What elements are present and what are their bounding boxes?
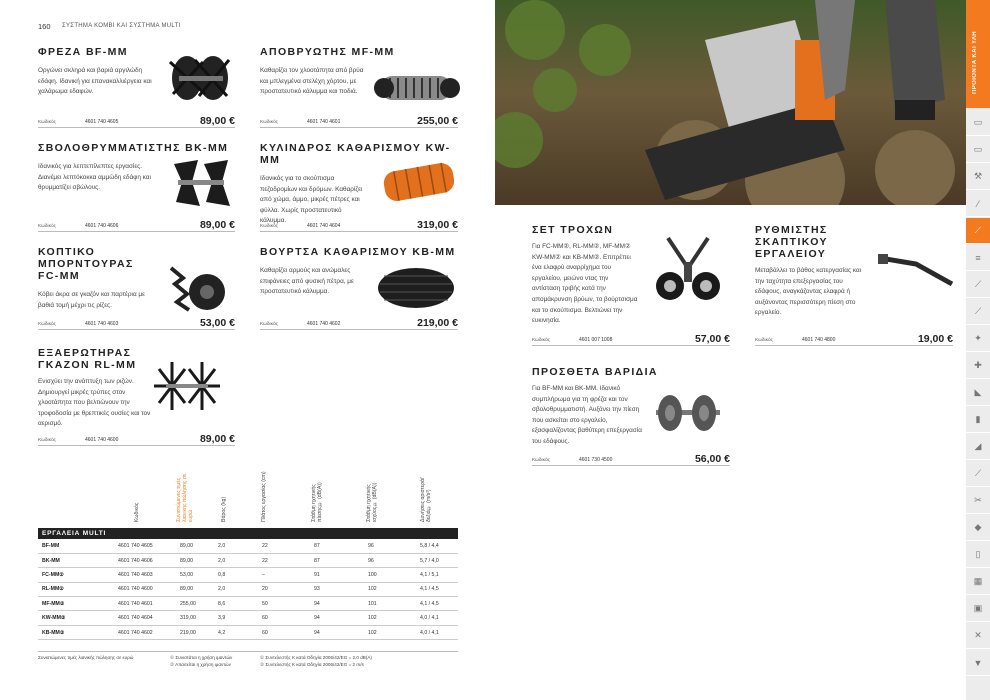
product-title: ΒΟΥΡΤΣΑ ΚΑΘΑΡΙΣΜΟΥ KB-MM [260,246,456,258]
sweeper-roller-image [378,155,460,209]
code-label: Κωδικός [38,438,56,443]
calculator-icon[interactable]: ▦ [966,569,990,595]
product-price: 255,00 € [417,115,458,127]
page-header: ΣΥΣΤΗΜΑ ΚΟΜΒΙ ΚΑΙ ΣΥΣΤΗΜΑ MULTI [62,23,181,29]
product-description: Καθαρίζει τον χλοοτάπητα από βρύα και μπλεγμένα στελέχη χόρτου, με προστατευτικό κάλυμμα και ποδιά. [260,67,364,96]
product-footer [38,434,235,446]
product-price: 319,00 € [417,219,458,231]
product-footer [260,220,458,232]
case-icon[interactable]: ▣ [966,596,990,622]
table-row: BF-MM 4601 740 4605 89,00 2,0 22 87 96 5,8 / 4,4 [38,539,458,553]
product-title: ΣΒΟΛΟΘΡΥΜΜΑΤΙΣΤΗΣ BK-MM [38,142,229,154]
col-header-width: Πλάτος εργασίας (cm) [261,471,267,522]
product-price: 89,00 € [199,433,235,445]
product-description: Ιδανικός για λεπτεπίλεπτες εργασίες. Διανέμει λεπτόκοκκα αμμώδη εδάφη και θρυμματίζει σβώλους. [38,163,151,192]
sidebar-label: ΠΡΟΙΟΝΤΑ ΚΑΙ ΥΛΗ [972,31,978,94]
code-label: Κωδικός [38,224,56,229]
sprayer-icon[interactable]: ✚ [966,353,990,379]
footnote-2: ② Απαιτείται η χρήση ιμαντών [170,662,231,667]
product-code: 4601 740 4601 [307,119,341,125]
product-footer [260,116,458,128]
product-footer [755,334,953,346]
spec-table [38,528,458,640]
product-price: 57,00 € [694,333,730,345]
product-title: ΣΕΤ ΤΡΟΧΩΝ [532,224,614,236]
col-header-sound-pressure: Στάθμη ηχητικής πίεσης① (dB(A)) [311,482,323,522]
vacuum-icon[interactable]: ▮ [966,407,990,433]
product-title: ΚΥΛΙΝΔΡΟΣ ΚΑΘΑΡΙΣΜΟΥ KW-MM [260,142,451,166]
product-code: 4601 740 4603 [85,321,119,327]
product-footer [532,454,730,466]
brush-image [374,262,458,314]
product-description: Ιδανικός για το σκούπισμα πεζοδρομίων και δρόμων. Καθαρίζει από χώμα, άμμο, μικρές πέτρες και φύλλα. Χωρίς προστατευτικό κάλυμμα. [260,175,363,225]
product-description: Οργώνει σκληρά και βαριά αργιλώδη εδάφη. Ιδανική για επανακαλλιέργεια και χαλάρωμα εδαφών. [38,67,152,96]
trimmer-line-icon[interactable]: ✂ [966,488,990,514]
depth-stop-image [876,250,956,290]
pressure-washer-icon[interactable]: ◢ [966,434,990,460]
product-title: ΡΥΘΜΙΣΤΗΣ ΣΚΑΠΤΙΚΟΥ ΕΡΓΑΛΕΙΟΥ [755,224,828,260]
table-row: RL-MM② 4601 740 4600 89,00 2,0 20 93 102 4,1 / 4,5 [38,582,458,596]
product-price: 56,00 € [694,453,730,465]
code-label: Κωδικός [755,338,773,343]
multi-tool-icon[interactable]: ⟋ [966,218,990,244]
col-header-vibration: Δονήσεις αριστερά/δεξιά① (m/s²) [420,477,432,522]
table-row: KB-MM② 4601 740 4602 219,00 4,2 60 94 102 4,0 / 4,1 [38,625,458,639]
aerator-image [152,358,224,414]
lawnmower-icon[interactable]: ⟋ [966,299,990,325]
product-code: 4601 740 4606 [85,223,119,229]
hero-photo [495,0,966,205]
sweeper-icon[interactable]: ⟋ [966,461,990,487]
footnote-price: Συνιστώμενες τιμές λιανικής πώλησης σε ευρώ [38,655,134,660]
sidebar-section-tab[interactable] [966,0,990,108]
code-label: Κωδικός [38,322,56,327]
saw-icon[interactable]: ◆ [966,515,990,541]
table-row: FC-MM② 4601 740 4603 53,00 0,8 – 91 100 4,1 / 5,1 [38,568,458,582]
code-label: Κωδικός [260,322,278,327]
product-code: 4601 740 4604 [307,223,341,229]
product-footer [38,318,235,330]
code-label: Κωδικός [260,224,278,229]
pole-pruner-icon[interactable]: ⁄ [966,191,990,217]
product-price: 19,00 € [917,333,953,345]
table-row: BK-MM 4601 740 4606 89,00 2,0 22 87 96 5,7 / 4,0 [38,553,458,567]
product-description: Καθαρίζει αρμούς και ανώμαλες επιφάνειες από φυσική πέτρα, με προστατευτικό κάλυμμα. [260,267,354,296]
product-price: 53,00 € [199,317,235,329]
product-footer [38,220,235,232]
product-footer [532,334,730,346]
cutter-icon[interactable]: ▯ [966,542,990,568]
page-number: 160 [38,22,51,31]
tools-icon[interactable]: ✕ [966,623,990,649]
col-header-code: Κωδικός [134,502,140,522]
shirt-icon[interactable]: ▼ [966,650,990,676]
product-code: 4601 740 4600 [85,437,119,443]
table-title: ΕΡΓΑΛΕΙΑ MULTI [38,528,458,539]
code-label: Κωδικός [260,120,278,125]
blower-icon[interactable]: ◣ [966,380,990,406]
battery-icon[interactable]: ▭ [966,137,990,163]
product-title: ΕΞΑΕΡΩΤΗΡΑΣ ΓΚΑΖΟΝ RL-MM [38,347,137,371]
footnote-divider [38,651,458,652]
hedge-trimmer-icon[interactable]: ≡ [966,245,990,271]
table-row: KW-MM② 4601 740 4604 319,00 3,9 60 94 102 4,0 / 4,1 [38,611,458,625]
wheel-kit-image [648,228,728,306]
sidebar [966,0,990,700]
code-label: Κωδικός [532,458,550,463]
crumbler-image [168,156,234,210]
product-footer [260,318,458,330]
product-footer [38,116,235,128]
product-price: 89,00 € [199,115,235,127]
footnote-1: ① Συνιστάται η χρήση ιμαντών [170,655,233,660]
product-code: 4601 007 1008 [579,337,613,343]
product-code: 4601 740 4602 [307,321,341,327]
table-row: MF-MM② 4601 740 4601 255,00 8,6 50 94 101 4,1 / 4,5 [38,597,458,611]
product-code: 4601 740 4800 [802,337,836,343]
product-price: 219,00 € [417,317,458,329]
battery-icon[interactable]: ▭ [966,110,990,136]
footnote-3: ① Συντελεστής K κατά Οδηγία 2006/42/EG = 2,0 dB(A) [260,655,372,660]
product-description: Για FC-MM②, RL-MM②, MF-MM② KW-MM② και KB-MM②. Επιτρέπει ένα ελαφρύ αναρρίχημα του εργαλείου, μειώνο ντας την αντίσταση τριβής κατά την απομάκρυνση βρύων, το βούρτσισμα και το σκούπισμα. Βελτιώνει την ευκινησία. [532,243,638,325]
product-title: ΑΠΟΒΡΥΩΤΗΣ MF-MM [260,46,395,58]
footnote-4: ② Συντελεστής K κατά Οδηγία 2006/42/EG = 2 m/s [260,662,364,667]
col-header-sound-power: Στάθμη ηχητικής ισχύος① (dB(A)) [366,482,378,522]
product-title: ΚΟΠΤΙΚΟ ΜΠΟΡΝΤΟΥΡΑΣ FC-MM [38,246,134,282]
garden-tool-icon[interactable]: ✦ [966,326,990,352]
edger-image [165,262,225,316]
product-code: 4601 730 4500 [579,457,613,463]
product-title: ΠΡΟΣΘΕΤΑ ΒΑΡΙΔΙΑ [532,366,658,378]
weights-image [652,388,724,438]
tiller-image [165,52,235,104]
product-title: ΦΡΕΖΑ BF-MM [38,46,128,58]
product-description: Ενισχύει την ανάπτυξη των ριζών. Δημιουργεί μικρές τρύπες στον χλοοτάπητα που βελτιώνουν την τροφοδοσία με θρεπτικές ουσίες και τον αερισμό. [38,378,151,428]
chainsaw-icon[interactable]: ⚒ [966,164,990,190]
code-label: Κωδικός [38,120,56,125]
product-description: Για BF-MM και BK-MM. Ιδανικό συμπλήρωμα για τη φρέζα και τον σβολοθρυμματιστή. Αυξάνει την πίεση που ασκείται στο εργαλείο, εξασφαλίζοντας βαθύτερη επεξεργασία του εδάφους. [532,385,642,445]
product-price: 89,00 € [199,219,235,231]
product-code: 4601 740 4605 [85,119,119,125]
dethatcher-image [374,62,460,112]
product-description: Κόβει άκρα σε γκαζόν και παρτέρια με βαθιά τομή μέχρι τις ρίζες. [38,291,145,309]
product-description: Μεταβάλλει το βάθος κατεργασίας και την ταχύτητα επεξεργασίας του εδάφους, αναγκάζοντας ελαφρά ή αυξάνοντας περισσότερη πίεση στο εργαλείο. [755,267,862,317]
code-label: Κωδικός [532,338,550,343]
col-header-price: Συνιστώμενες τιμές λιανικής πώλησης σε ευρώ [176,473,194,522]
brushcutter-icon[interactable]: ⟋ [966,272,990,298]
col-header-weight: Βάρος (kg) [221,496,227,522]
